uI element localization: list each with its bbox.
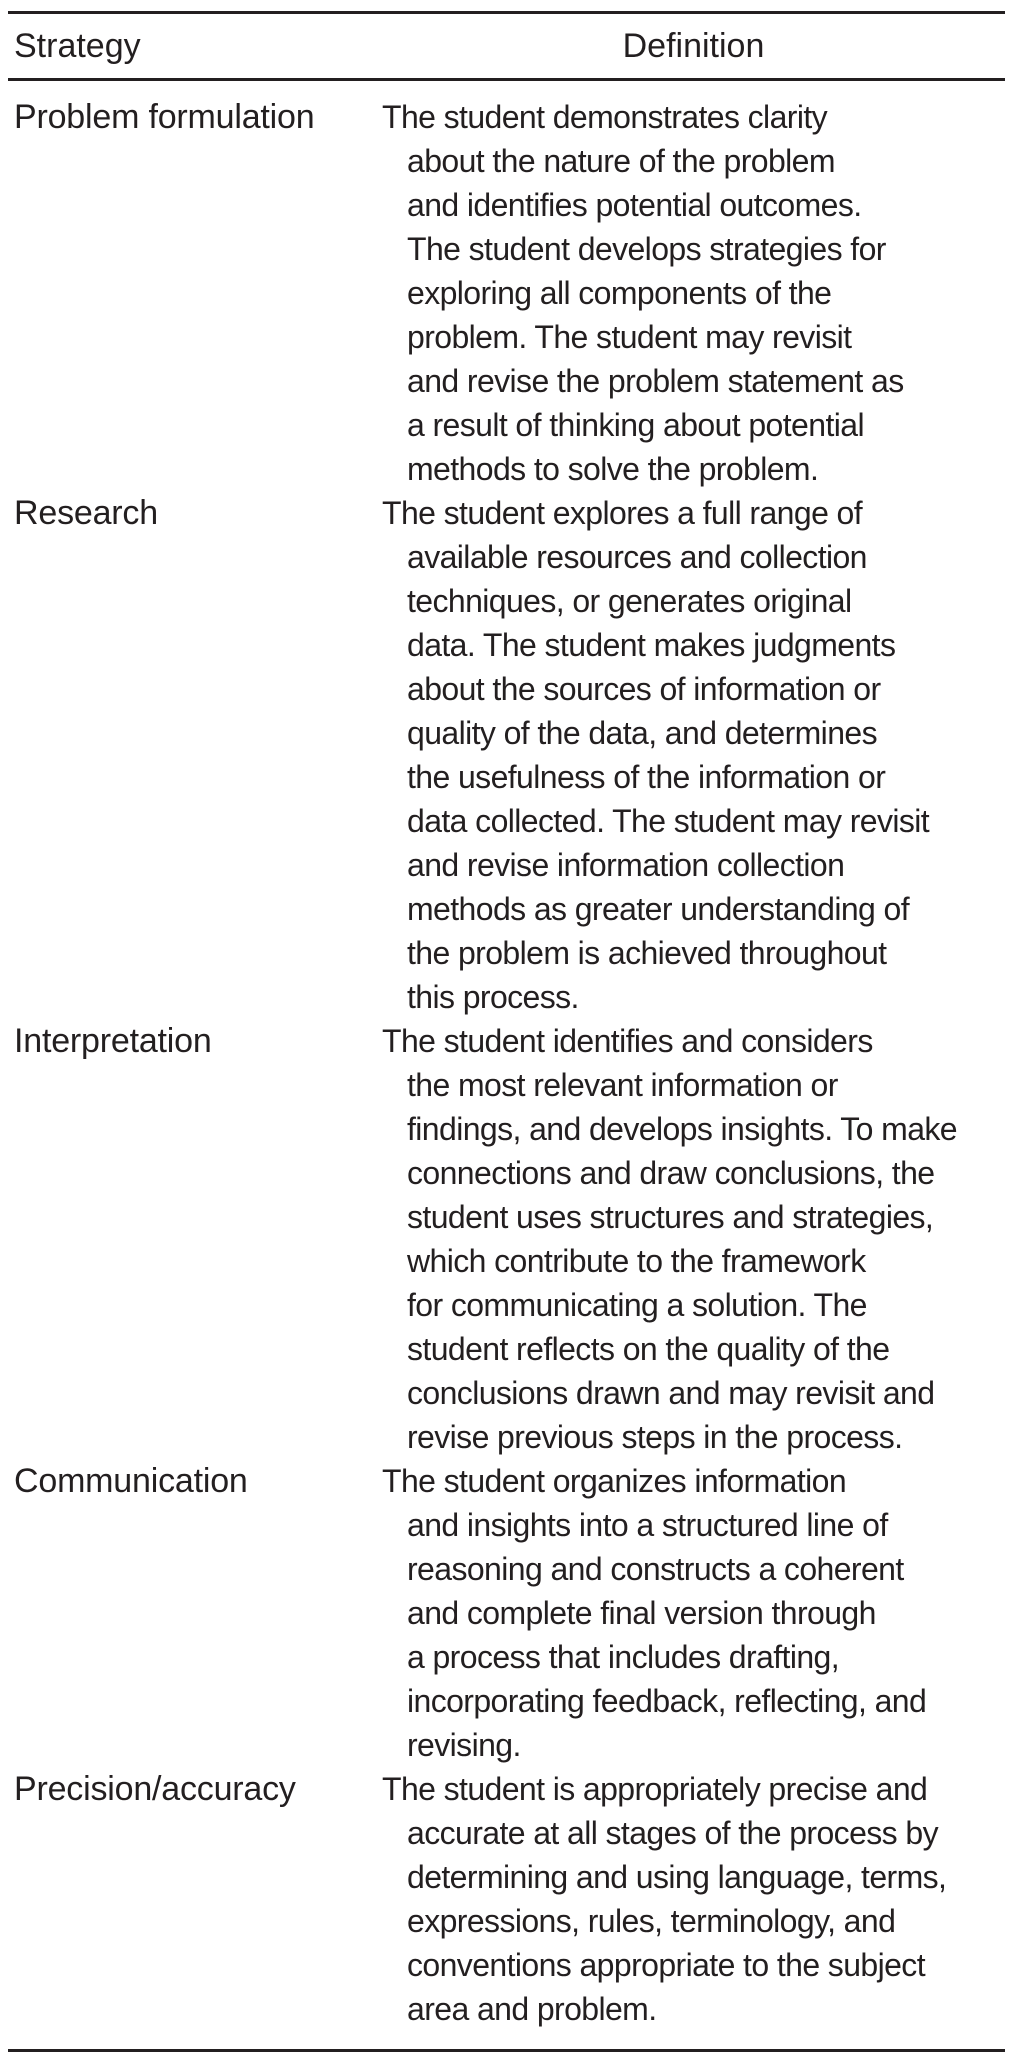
- definition-line: connections and draw conclusions, the: [407, 1155, 935, 1191]
- definition-line: problem. The student may revisit: [407, 319, 852, 355]
- definition-line: and complete final version through: [407, 1595, 876, 1631]
- definition-line: reasoning and constructs a coherent: [407, 1551, 904, 1587]
- definition-cell: [382, 1019, 1012, 1459]
- column-header-strategy: Strategy: [14, 27, 141, 65]
- strategy-cell: Problem formulation: [14, 98, 315, 136]
- definition-line: revising.: [407, 1727, 521, 1763]
- definition-line: available resources and collection: [407, 539, 867, 575]
- definition-line: about the sources of information or: [407, 671, 881, 707]
- definition-line: student reflects on the quality of the: [407, 1331, 890, 1367]
- definition-cell: [382, 491, 1012, 1019]
- definition-line: techniques, or generates original: [407, 583, 852, 619]
- definition-line: The student develops strategies for: [407, 231, 886, 267]
- table-header-row: [0, 14, 1012, 79]
- definition-line: The student explores a full range of: [382, 495, 863, 531]
- definition-line: incorporating feedback, reflecting, and: [407, 1683, 927, 1719]
- table-row: [0, 491, 1012, 1019]
- definition-line: which contribute to the framework: [407, 1243, 866, 1279]
- definition-line: area and problem.: [407, 1991, 657, 2027]
- definition-line: exploring all components of the: [407, 275, 832, 311]
- strategy-cell: Interpretation: [14, 1022, 212, 1060]
- definition-cell: [382, 1767, 1012, 2031]
- definition-line: quality of the data, and determines: [407, 715, 877, 751]
- definition-cell: [382, 1459, 1012, 1767]
- definition-line: the most relevant information or: [407, 1067, 838, 1103]
- column-header-definition: Definition: [622, 27, 765, 65]
- definition-line: data. The student makes judgments: [407, 627, 896, 663]
- strategy-cell: Communication: [14, 1462, 248, 1500]
- table-body: [0, 95, 1012, 2031]
- definition-line: The student identifies and considers: [382, 1023, 873, 1059]
- definition-line: conventions appropriate to the subject: [407, 1947, 925, 1983]
- definition-line: about the nature of the problem: [407, 143, 835, 179]
- definition-line: The student is appropriately precise and: [382, 1771, 928, 1807]
- definition-line: methods as greater understanding of: [407, 891, 910, 927]
- definition-line: expressions, rules, terminology, and: [407, 1903, 896, 1939]
- table-header-rule: [8, 78, 1005, 81]
- definition-line: determining and using language, terms,: [407, 1859, 947, 1895]
- definition-line: conclusions drawn and may revisit and: [407, 1375, 935, 1411]
- definition-line: and identifies potential outcomes.: [407, 187, 862, 223]
- definition-line: the usefulness of the information or: [407, 759, 886, 795]
- definition-line: and revise information collection: [407, 847, 845, 883]
- definition-line: the problem is achieved throughout: [407, 935, 887, 971]
- definition-line: and insights into a structured line of: [407, 1507, 888, 1543]
- definition-line: The student organizes information: [382, 1463, 847, 1499]
- definition-line: student uses structures and strategies,: [407, 1199, 934, 1235]
- definition-line: for communicating a solution. The: [407, 1287, 867, 1323]
- table-row: [0, 1019, 1012, 1459]
- definition-line: accurate at all stages of the process by: [407, 1815, 938, 1851]
- definition-line: The student demonstrates clarity: [382, 99, 828, 135]
- definition-line: findings, and develops insights. To make: [407, 1111, 957, 1147]
- strategy-cell: Precision/accuracy: [14, 1770, 296, 1808]
- definition-line: methods to solve the problem.: [407, 451, 819, 487]
- table-row: [0, 1459, 1012, 1767]
- definition-cell: [382, 95, 1012, 491]
- table-bottom-rule: [8, 2049, 1005, 2052]
- definition-line: revise previous steps in the process.: [407, 1419, 903, 1455]
- table-row: [0, 95, 1012, 491]
- table-row: [0, 1767, 1012, 2031]
- definition-line: a process that includes drafting,: [407, 1639, 840, 1675]
- strategy-cell: Research: [14, 494, 158, 532]
- definition-line: and revise the problem statement as: [407, 363, 904, 399]
- definition-line: a result of thinking about potential: [407, 407, 864, 443]
- definition-line: this process.: [407, 979, 579, 1015]
- definition-line: data collected. The student may revisit: [407, 803, 930, 839]
